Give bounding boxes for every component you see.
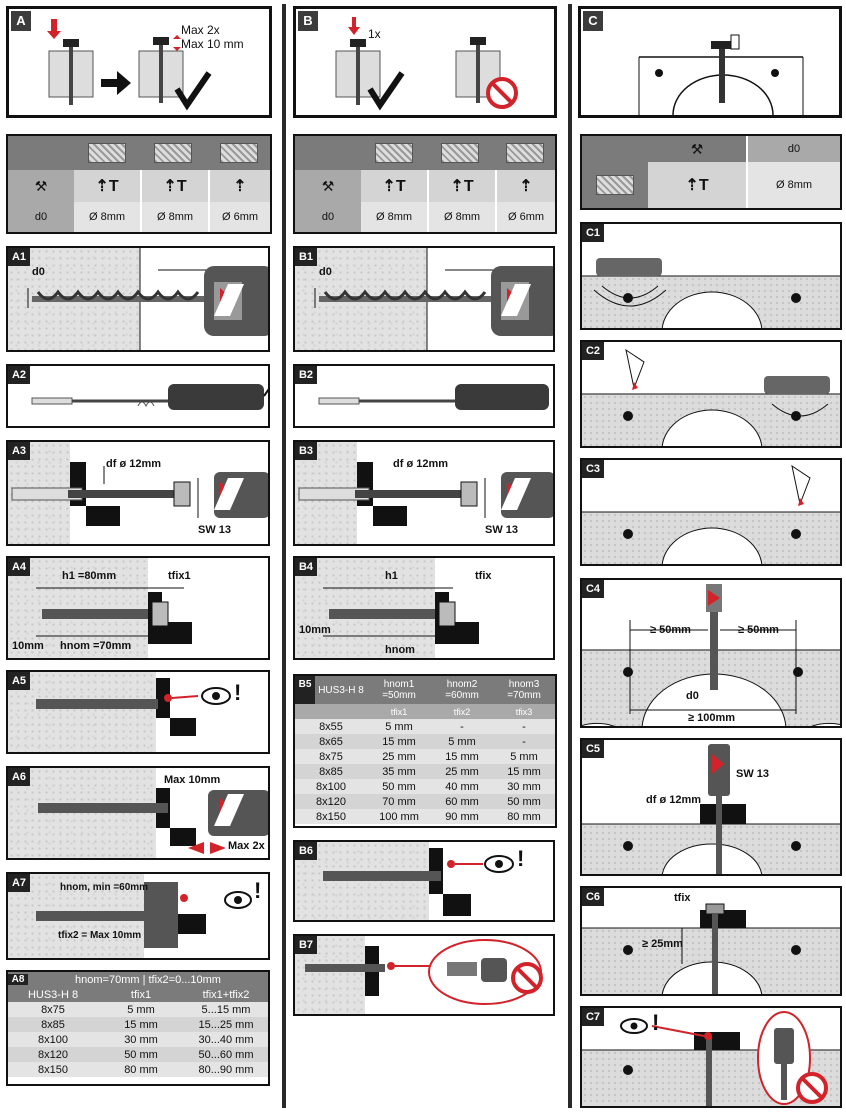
count-text: 1x — [368, 27, 381, 41]
embedment-illustration — [295, 558, 555, 660]
blow-out-illustration — [8, 366, 270, 428]
table-row: 8x85 35 mm 25 mm 15 mm — [295, 764, 555, 779]
step-tag: B5 — [295, 676, 315, 704]
table-header: HUS3-H 8 — [27, 988, 79, 1001]
rotary-mode-icon: ⇡ — [210, 170, 270, 202]
step-tag: A6 — [8, 768, 30, 786]
embedment-illustration — [8, 558, 270, 660]
material-icon — [441, 143, 479, 163]
drill-icon: ⚒ — [8, 170, 74, 202]
table-row: 8x100 30 mm 30...40 mm — [8, 1032, 268, 1047]
df-label: df ø 12mm — [646, 794, 702, 806]
ten-mm-label: 10mm — [299, 624, 331, 636]
max-2x-text: Max 2x — [181, 23, 220, 37]
tfix-label: tfix — [674, 892, 691, 904]
tfix-label: tfix1 — [168, 570, 191, 582]
step-B6 — [293, 840, 555, 922]
max-2x-label: Max 2x — [228, 840, 265, 852]
d0-value: Ø 8mm — [429, 202, 495, 232]
table-subheader: tfix2 — [453, 706, 471, 717]
header-tag: A — [11, 11, 31, 31]
check-illustration — [295, 842, 555, 922]
table-header: tfix1+tfix2 — [202, 988, 250, 1001]
step-A6 — [6, 766, 270, 860]
step-A4 — [6, 556, 270, 660]
d0-label: d0 — [8, 202, 74, 232]
min-thickness-label: ≥ 25mm — [642, 938, 683, 950]
tfix2-label: tfix2 = Max 10mm — [58, 930, 142, 941]
table-subheader: tfix3 — [515, 706, 533, 717]
d0-value: Ø 8mm — [748, 162, 840, 208]
sw-label: SW 13 — [485, 524, 519, 536]
step-B7 — [293, 934, 555, 1016]
header-B — [293, 6, 557, 118]
rotary-mode-icon: ⇡ — [497, 170, 555, 202]
d0-label: d0 — [686, 690, 699, 702]
step-tag: C3 — [582, 460, 604, 478]
table-row: 8x75 25 mm 15 mm 5 mm — [295, 749, 555, 764]
hnom-min-label: hnom, min =60mm — [60, 882, 149, 893]
table-header: HUS3-H 8 — [318, 684, 364, 696]
d0-value: Ø 6mm — [497, 202, 555, 232]
drill-icon: ⚒ — [295, 170, 361, 202]
header-tag: B — [298, 11, 318, 31]
step-C3 — [580, 458, 842, 566]
hammer-mode-icon: ⇡T — [74, 170, 140, 202]
table-row: 8x100 50 mm 40 mm 30 mm — [295, 779, 555, 794]
d0-label: d0 — [32, 266, 45, 278]
step-B5-table — [293, 674, 557, 828]
hammer-mode-icon: ⇡T — [142, 170, 208, 202]
step-tag: C5 — [582, 740, 604, 758]
material-icon — [220, 143, 258, 163]
table-header: hnom3 =70mm — [507, 679, 541, 701]
marking-illustration — [582, 460, 842, 566]
step-tag: A1 — [8, 248, 30, 266]
spec-table-B — [293, 134, 557, 234]
step-A3 — [6, 440, 270, 546]
spacing-label: ≥ 100mm — [688, 712, 736, 724]
step-B3 — [293, 440, 555, 546]
step-B2 — [293, 364, 555, 428]
edge-distance-right: ≥ 50mm — [738, 624, 779, 636]
step-A7 — [6, 872, 270, 960]
min-embedment-illustration — [582, 888, 842, 996]
fastening-illustration — [582, 740, 842, 876]
step-tag: A2 — [8, 366, 30, 384]
blow-out-illustration — [295, 366, 555, 428]
step-tag: A7 — [8, 874, 30, 892]
sw-label: SW 13 — [736, 768, 770, 780]
hollow-core-illustration — [581, 9, 845, 121]
check-illustration — [8, 672, 270, 754]
material-icon — [88, 143, 126, 163]
table-row: 8x150 100 mm 90 mm 80 mm — [295, 809, 555, 824]
hnom-label: hnom =70mm — [60, 640, 132, 652]
step-tag: B4 — [295, 558, 317, 576]
step-A1 — [6, 246, 270, 352]
anchor-setting-illustration — [9, 9, 275, 121]
step-tag: C6 — [582, 888, 604, 906]
step-tag: C1 — [582, 224, 604, 242]
material-icon — [506, 143, 544, 163]
table-row: 8x120 50 mm 50...60 mm — [8, 1047, 268, 1062]
tfix-label: tfix — [475, 570, 492, 582]
table-header: hnom2 =60mm — [445, 679, 479, 701]
attention-icon: ! — [517, 846, 525, 871]
step-C4 — [580, 578, 842, 728]
step-tag: C4 — [582, 580, 604, 598]
step-tag: B1 — [295, 248, 317, 266]
column-divider — [282, 4, 286, 1108]
column-divider — [568, 4, 572, 1108]
spec-table-C — [580, 134, 842, 210]
table-header: hnom1 =50mm — [382, 679, 416, 701]
header-C — [578, 6, 842, 118]
step-A8-table — [6, 970, 270, 1086]
edge-distance-left: ≥ 50mm — [650, 624, 691, 636]
hammer-mode-icon: ⇡T — [429, 170, 495, 202]
d0-value: Ø 8mm — [74, 202, 140, 232]
step-A2 — [6, 364, 270, 428]
drilling-illustration — [8, 248, 270, 352]
step-tag: B2 — [295, 366, 317, 384]
step-tag: C7 — [582, 1008, 604, 1026]
material-icon — [375, 143, 413, 163]
hammer-mode-icon: ⇡T — [648, 162, 746, 208]
ten-mm-label: 10mm — [12, 640, 44, 652]
single-set-illustration — [296, 9, 560, 121]
scanner-illustration — [582, 224, 842, 330]
material-icon — [596, 175, 634, 195]
h1-label: h1 =80mm — [62, 570, 117, 582]
table-row: 8x120 70 mm 60 mm 50 mm — [295, 794, 555, 809]
step-B4 — [293, 556, 555, 660]
hnom-label: hnom — [385, 644, 415, 656]
hammer-mode-icon: ⇡T — [361, 170, 427, 202]
table-row: 8x85 15 mm 15...25 mm — [8, 1017, 268, 1032]
step-B1 — [293, 246, 555, 352]
step-C2 — [580, 340, 842, 448]
d0-value: Ø 8mm — [142, 202, 208, 232]
step-tag: A4 — [8, 558, 30, 576]
step-tag: B3 — [295, 442, 317, 460]
d0-value: Ø 8mm — [361, 202, 427, 232]
marking-illustration — [582, 342, 842, 448]
step-tag: B6 — [295, 842, 317, 860]
step-C1 — [580, 222, 842, 330]
step-C5 — [580, 738, 842, 876]
table-title: hnom=70mm | tfix2=0...10mm — [75, 973, 221, 986]
max-10mm-text: Max 10 mm — [181, 37, 244, 51]
d0-value: Ø 6mm — [210, 202, 270, 232]
no-reuse-illustration — [295, 936, 555, 1016]
header-A — [6, 6, 272, 118]
spacing-illustration — [582, 580, 842, 728]
attention-icon: ! — [652, 1010, 660, 1035]
header-tag: C — [583, 11, 603, 31]
sw-label: SW 13 — [198, 524, 232, 536]
d0-label: d0 — [295, 202, 361, 232]
step-tag: A5 — [8, 672, 30, 690]
step-tag: B7 — [295, 936, 317, 954]
no-reuse-illustration — [582, 1008, 842, 1108]
table-row: 8x65 15 mm 5 mm - — [295, 734, 555, 749]
spec-table-A — [6, 134, 272, 234]
table-subheader: tfix1 — [390, 706, 408, 717]
table-row: 8x55 5 mm - - — [295, 719, 555, 734]
drill-icon: ⚒ — [648, 136, 746, 162]
h1-label: h1 — [385, 570, 398, 582]
max-10mm-label: Max 10mm — [164, 774, 221, 786]
material-icon — [154, 143, 192, 163]
df-label: df ø 12mm — [393, 458, 449, 470]
table-row: 8x150 80 mm 80...90 mm — [8, 1062, 268, 1077]
step-tag: C2 — [582, 342, 604, 360]
table-row: 8x75 5 mm 5...15 mm — [8, 1002, 268, 1017]
d0-header: d0 — [748, 136, 840, 162]
table-header: tfix1 — [130, 988, 152, 1001]
step-tag: A8 — [8, 974, 28, 985]
attention-icon: ! — [254, 878, 262, 903]
step-C6 — [580, 886, 842, 996]
step-A5 — [6, 670, 270, 754]
df-label: df ø 12mm — [106, 458, 162, 470]
step-C7 — [580, 1006, 842, 1108]
attention-icon: ! — [234, 680, 242, 705]
d0-label: d0 — [319, 266, 332, 278]
drilling-illustration — [295, 248, 555, 352]
step-tag: A3 — [8, 442, 30, 460]
